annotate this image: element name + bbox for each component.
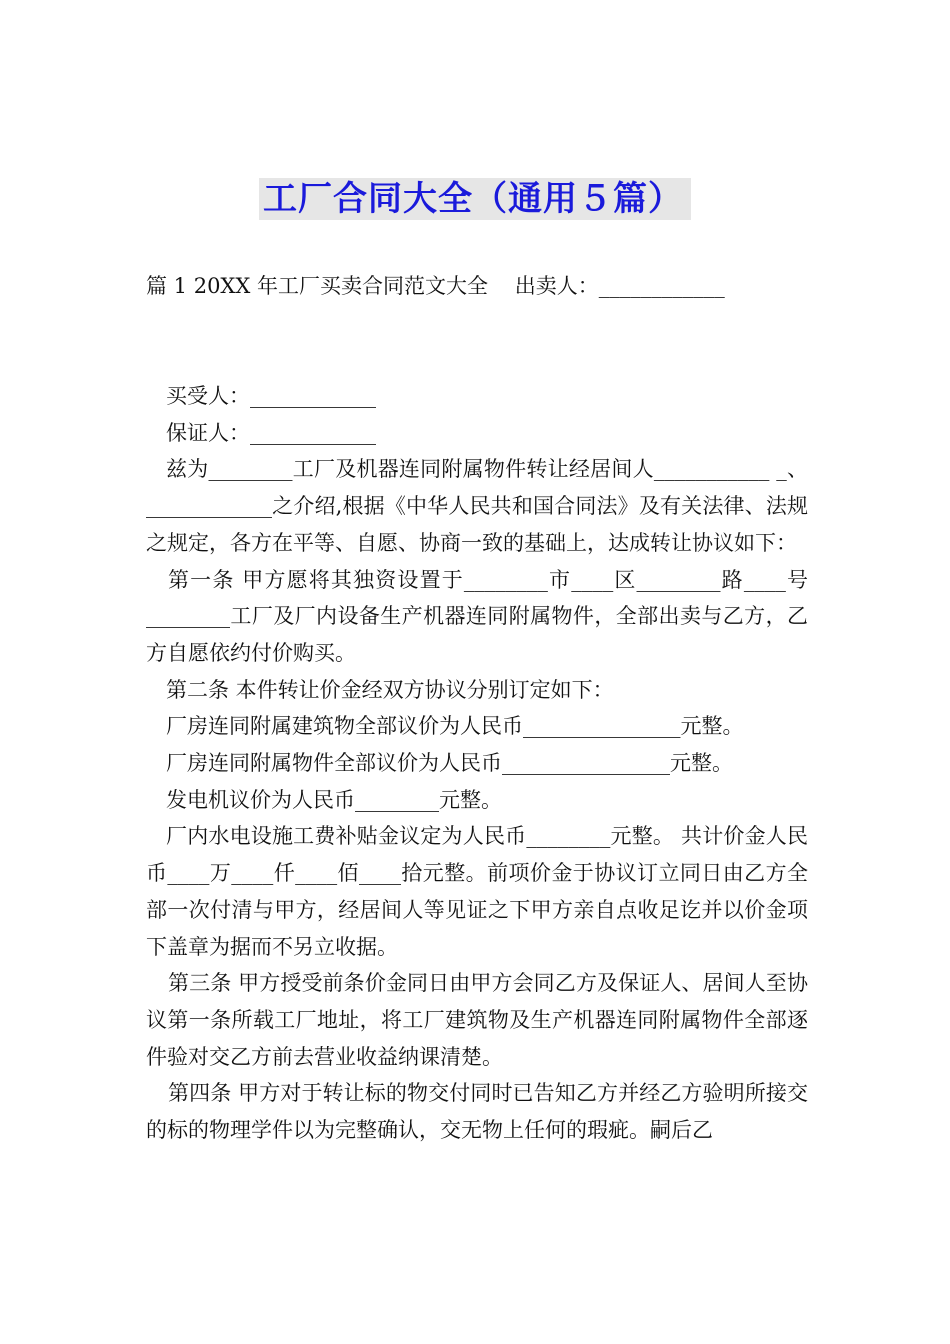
paragraph-article-4: 第四条 甲方对于转让标的物交付同时已告知乙方并经乙方验明所接交的标的物理学件以为完整确认，交无物上任何的瑕疵。嗣后乙 — [146, 1081, 808, 1143]
document-body — [146, 378, 808, 1149]
document-title: 工厂合同大全（通用５篇） — [259, 178, 691, 220]
paragraph-price-fixtures: 厂房连同附属物件全部议价为人民币________________元整。 — [166, 751, 733, 776]
paragraph-guarantor: 保证人：____________ — [166, 420, 376, 445]
paragraph-price-building: 厂房连同附属建筑物全部议价为人民币_______________元整。 — [166, 714, 744, 739]
paragraph-price-generator: 发电机议价为人民币________元整。 — [166, 787, 502, 812]
paragraph-buyer: 买受人：____________ — [166, 384, 376, 408]
first-line: 篇 1 20XX 年工厂买卖合同范文大全 出卖人：____________ — [146, 274, 725, 298]
paragraph-price-utilities: 厂内水电设施工费补贴金议定为人民币________元整。 共计价金人民币____万____仟____佰____拾元整。前项价金于协议订立同日由乙方全部一次付清与甲方，经居间人等见证之下甲方亲自点收足讫并以价金项下盖章为据而不另立收据。 — [146, 824, 808, 959]
title-wrap — [0, 178, 950, 220]
paragraph-intro: 兹为________工厂及机器连同附属物件转让经居间人___________ _、____________之介绍,根据《中华人民共和国合同法》及有关法律、法规之规定，各方在平等、自愿、协商一致的基础上，达成转让协议如下： — [146, 457, 808, 555]
paragraph-article-2: 第二条 本件转让价金经双方协议分别订定如下： — [166, 677, 614, 702]
paragraph-article-3: 第三条 甲方授受前条价金同日由甲方会同乙方及保证人、居间人至协议第一条所载工厂地址，将工厂建筑物及生产机器连同附属物件全部逐件验对交乙方前去营业收益纳课清楚。 — [146, 971, 808, 1069]
paragraph-article-1: 第一条 甲方愿将其独资设置于________市____区________路____号________工厂及厂内设备生产机器连同附属物件，全部出卖与乙方，乙方自愿依约付价购买。 — [146, 567, 808, 665]
